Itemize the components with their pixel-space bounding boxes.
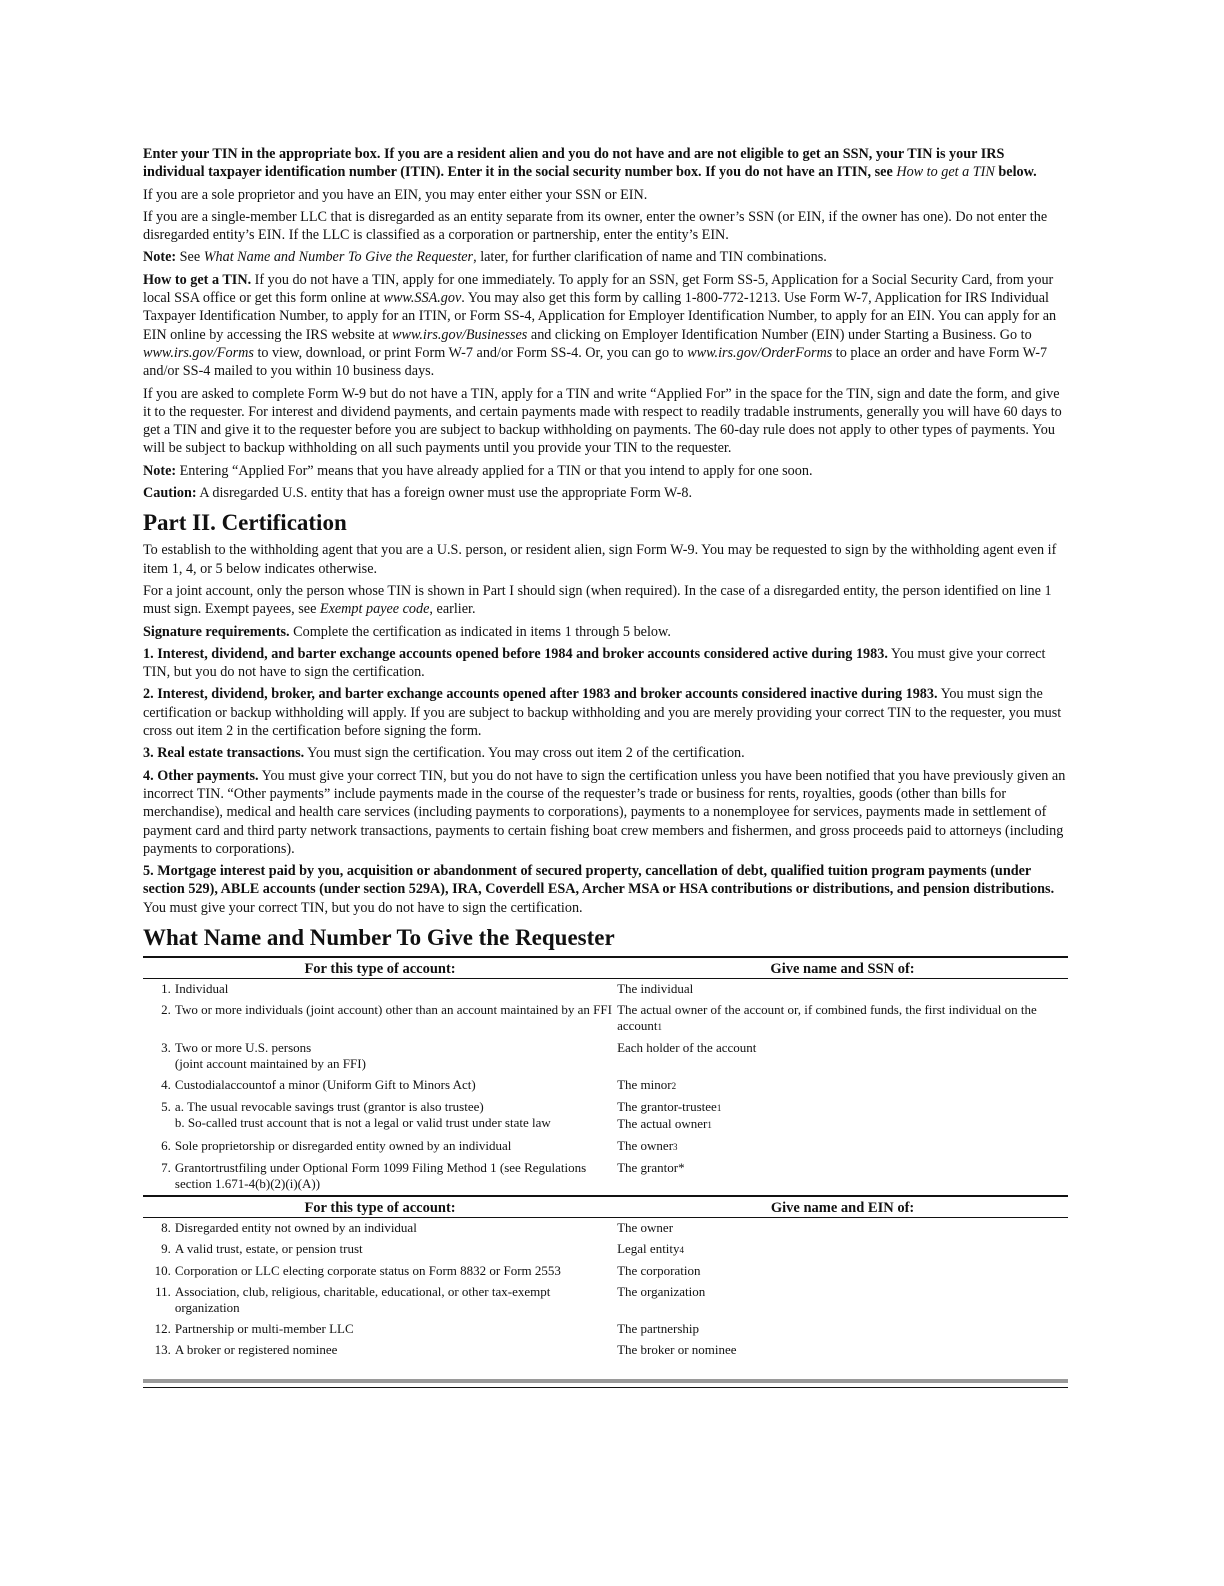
give-name-line — [617, 1138, 1068, 1155]
signature-requirements-text: Complete the certification as indicated in items 1 through 5 below. — [289, 623, 671, 640]
give-name-text-footnote: 3 — [673, 1141, 678, 1152]
caution — [143, 484, 1068, 502]
ein-table-row — [143, 1340, 1068, 1361]
give-name — [617, 1000, 1068, 1038]
note-1 — [143, 248, 1068, 266]
give-name-text: The owner — [617, 1219, 674, 1235]
row-number: 7. — [161, 1159, 171, 1175]
how-to-get-tin — [143, 271, 1068, 381]
row-number: 9. — [161, 1240, 171, 1256]
give-name-text: The grantor* — [617, 1159, 685, 1175]
cert-item-4-text: You must give your correct TIN, but you do not have to sign the certification unless you have been notified that you have previously given an incorrect TIN. “Other payments” include payments made in the course of the requester’s trade or business for rents, royalties, goods (other than bills for merchandise), medical and health care services (including payments to corporations), payments to a nonemployee for services, payments made in settlement of payment card and third party network transactions, payments to certain fishing boat crew members and fishermen, and gross proceeds paid to attorneys (including payments to corporations). — [143, 767, 1066, 857]
account-type-text: A valid trust, estate, or pension trust — [174, 1240, 363, 1256]
document-page — [143, 145, 1068, 1388]
account-type-text: Disregarded entity not owned by an individual — [174, 1219, 417, 1235]
ssa-gov-link[interactable]: www.SSA.gov — [383, 290, 462, 307]
note-1-pre: See — [176, 249, 204, 266]
give-name-text: The owner — [617, 1137, 674, 1153]
signature-requirements — [143, 623, 1068, 641]
row-number: 1. — [161, 980, 171, 996]
cert-item-3-text: You must sign the certification. You may cross out item 2 of the certification. — [304, 745, 745, 762]
llc-text: If you are a single-member LLC that is disregarded as an entity separate from its owner, enter the owner’s SSN (or EIN, if the owner has one). Do not enter the disregarded entity’s EIN. If the LLC is classified as a corporation or partnership, enter the entity’s EIN. — [143, 208, 1048, 244]
account-type-text: Sole proprietorship or disregarded entity owned by an individual — [174, 1137, 512, 1153]
ein-rows — [143, 1217, 1068, 1361]
give-name-text: The broker or nominee — [617, 1341, 737, 1357]
cert-item-5-label: 5. Mortgage interest paid by you, acquisition or abandonment of secured property, cancellation of debt, qualified tuition program payments (under section 529), ABLE accounts (under section 529A), IRA, Coverdell ESA, Archer MSA or HSA contributions or distributions, and pension distributions. — [143, 863, 1055, 898]
account-type-text: a. The usual revocable savings trust (grantor is also trustee) — [174, 1098, 484, 1114]
ssn-rows — [143, 978, 1068, 1196]
give-name — [617, 1136, 1068, 1158]
sole-proprietor-text: If you are a sole proprietor and you have an EIN, you may enter either your SSN or EIN. — [143, 186, 648, 203]
account-type-text: Association, club, religious, charitable, educational, or other tax-exempt organization — [174, 1283, 551, 1315]
give-name — [617, 1319, 1068, 1340]
ssn-table-row — [143, 1097, 1068, 1136]
account-type — [175, 1217, 617, 1239]
give-name-line — [617, 1160, 1068, 1176]
account-type — [175, 978, 617, 1000]
note-1-label: Note: — [143, 249, 177, 266]
give-name — [617, 1340, 1068, 1361]
ein-col-give-header: Give name and EIN of: — [617, 1196, 1068, 1218]
caution-text: A disregarded U.S. entity that has a foreign owner must use the appropriate Form W-8. — [196, 485, 693, 502]
ssn-table-row — [143, 1075, 1068, 1097]
give-name-line — [617, 1220, 1068, 1236]
give-name-text: Legal entity — [617, 1240, 680, 1256]
give-name-text-footnote: 4 — [679, 1244, 685, 1255]
requester-heading: What Name and Number To Give the Requester — [143, 924, 615, 950]
ein-table-row — [143, 1319, 1068, 1340]
account-type-text: Individual — [174, 980, 229, 996]
signature-requirements-label: Signature requirements. — [143, 623, 290, 640]
ssn-table-row — [143, 1136, 1068, 1158]
cert-item-1 — [143, 645, 1068, 682]
give-name-text-line2-footnote: 1 — [707, 1119, 712, 1130]
row-number: 8. — [161, 1219, 171, 1235]
ein-header-row — [143, 1196, 1068, 1218]
give-name-text: The partnership — [617, 1320, 700, 1336]
give-name-text: The individual — [617, 980, 694, 996]
account-type-text: Custodialaccountof a minor (Uniform Gift to Minors Act) — [174, 1076, 476, 1092]
note-2 — [143, 462, 1068, 480]
account-type — [175, 1038, 617, 1075]
part2-heading: Part II. Certification — [143, 510, 347, 536]
account-type — [175, 1319, 617, 1340]
note-1-ref: What Name and Number To Give the Requester — [203, 249, 474, 266]
part2-p2-pre: For a joint account, only the person whose TIN is shown in Part I should sign (when required). In the case of a disregarded entity, the person identified on line 1 must sign. Exempt payees, see — [143, 582, 1052, 618]
irs-businesses-link[interactable]: www.irs.gov/Businesses — [392, 326, 528, 343]
row-number: 11. — [155, 1283, 171, 1299]
cert-item-3-label: 3. Real estate transactions. — [143, 745, 305, 762]
ein-table-row — [143, 1239, 1068, 1261]
how-text-4: to view, download, or print Form W-7 and/or Form SS-4. Or, you can go to — [253, 344, 688, 361]
row-number: 5. — [161, 1098, 171, 1114]
give-name-line — [617, 1321, 1068, 1337]
how-text-3: and clicking on Employer Identification Number (EIN) under Starting a Business. Go to — [527, 326, 1032, 343]
note-2-text: Entering “Applied For” means that you have already applied for a TIN or that you intend to apply for one soon. — [176, 462, 813, 479]
give-name-line — [617, 1241, 1068, 1258]
account-type — [175, 1282, 617, 1319]
cert-item-4-label: 4. Other payments. — [143, 767, 259, 784]
give-name-text: Each holder of the account — [617, 1039, 757, 1055]
ssn-table-row — [143, 1000, 1068, 1038]
row-number: 12. — [154, 1320, 171, 1336]
end-rule-black — [143, 1387, 1068, 1389]
how-to-get-tin-ref: How to get a TIN — [896, 164, 995, 181]
how-text-1: If you do not have a TIN, apply for one immediately. To apply for an SSN, get Form SS-5, Application for a Social Security Card, from your local SSA office or get this form online at — [143, 271, 1054, 307]
how-text-5: to place an order and have Form W-7 and/or SS-4 mailed to you within 10 business days. — [143, 344, 1048, 380]
ein-table-row — [143, 1282, 1068, 1319]
account-type — [175, 1097, 617, 1136]
account-type — [175, 1000, 617, 1038]
account-type-text: Two or more individuals (joint account) other than an account maintained by an FFI — [174, 1001, 612, 1017]
ssn-col-account-header: For this type of account: — [143, 957, 617, 979]
give-name-text: The grantor-trustee — [617, 1098, 717, 1114]
note-1-post: , later, for further clarification of name and TIN combinations. — [473, 249, 827, 266]
cert-item-5 — [143, 862, 1068, 917]
give-name — [617, 1075, 1068, 1097]
part2-p2 — [143, 582, 1068, 619]
account-type-text: Two or more U.S. persons — [174, 1039, 312, 1055]
give-name-text: The corporation — [617, 1262, 701, 1278]
give-name-text: The organization — [617, 1283, 706, 1299]
account-type-text: Corporation or LLC electing corporate status on Form 8832 or Form 2553 — [174, 1262, 561, 1278]
give-name-line2 — [617, 1116, 1068, 1133]
row-number: 2. — [161, 1001, 171, 1017]
how-text-2: . You may also get this form by calling 1-800-772-1213. Use Form W-7, Application for IRS Individual Taxpayer Identification Number, to apply for an ITIN, or Form SS-4, Application for Employer Identification Number, to apply for an EIN. You can apply for an EIN online by accessing the IRS website at — [143, 290, 1057, 343]
cert-item-2-text: You must sign the certification or backup withholding will apply. If you are subject to backup withholding and you are merely providing your correct TIN to the requester, you must cross out item 2 in the certification before signing the form. — [143, 686, 1062, 740]
account-type-text-line2: (joint account maintained by an FFI) — [174, 1055, 366, 1071]
row-number: 4. — [161, 1076, 171, 1092]
give-name — [617, 1261, 1068, 1282]
ein-table-row — [143, 1261, 1068, 1282]
requester-table — [143, 956, 1068, 1361]
account-type — [175, 1158, 617, 1196]
give-name — [617, 1217, 1068, 1239]
cert-item-2 — [143, 685, 1068, 740]
account-type — [175, 1136, 617, 1158]
give-name-line — [617, 1099, 1068, 1116]
give-name-text: The minor — [617, 1076, 672, 1092]
row-number: 13. — [154, 1341, 171, 1357]
account-type-text: A broker or registered nominee — [174, 1341, 338, 1357]
exempt-payee-ref: Exempt payee code — [319, 601, 430, 618]
account-type-text: Grantortrustfiling under Optional Form 1099 Filing Method 1 (see Regulations section 1.671-4(b)(2)(i)(A)) — [174, 1159, 587, 1191]
give-name — [617, 1282, 1068, 1319]
how-to-get-tin-label: How to get a TIN. — [143, 271, 252, 288]
give-name-line — [617, 1002, 1068, 1035]
account-type — [175, 1075, 617, 1097]
give-name-line — [617, 1077, 1068, 1094]
cert-item-1-label: 1. Interest, dividend, and barter exchange accounts opened before 1984 and broker accounts considered active during 1983. — [143, 645, 888, 662]
account-type — [175, 1261, 617, 1282]
give-name — [617, 1038, 1068, 1075]
give-name — [617, 1097, 1068, 1136]
cert-item-2-label: 2. Interest, dividend, broker, and barter exchange accounts opened after 1983 and broker accounts considered inactive during 1983. — [143, 686, 938, 703]
ssn-table-row — [143, 978, 1068, 1000]
give-name-line — [617, 1040, 1068, 1056]
cert-item-1-text: You must give your correct TIN, but you do not have to sign the certification. — [143, 645, 1046, 681]
account-type-text-line2: b. So-called trust account that is not a legal or valid trust under state law — [174, 1114, 551, 1130]
give-name — [617, 1158, 1068, 1196]
applied-for-text: If you are asked to complete Form W-9 but do not have a TIN, apply for a TIN and write “Applied For” in the space for the TIN, sign and date the form, and give it to the requester. For interest and dividend payments, and certain payments made with respect to readily tradable instruments, generally you will have 60 days to get a TIN and give it to the requester before you are subject to backup withholding on payments. The 60-day rule does not apply to other types of payments. You will be subject to backup withholding on all such payments until you provide your TIN to the requester. — [143, 385, 1062, 457]
part2-p2-post: , earlier. — [429, 601, 476, 618]
row-number: 6. — [161, 1137, 171, 1153]
account-type — [175, 1340, 617, 1361]
row-number: 3. — [161, 1039, 171, 1055]
ein-table-row — [143, 1217, 1068, 1239]
irs-orderforms-link[interactable]: www.irs.gov/OrderForms — [687, 344, 833, 361]
caution-label: Caution: — [143, 485, 197, 502]
give-name-line — [617, 1263, 1068, 1279]
give-name — [617, 978, 1068, 1000]
give-name-line — [617, 981, 1068, 997]
account-type — [175, 1239, 617, 1261]
give-name-text-footnote: 1 — [716, 1102, 722, 1113]
note-2-label: Note: — [143, 462, 177, 479]
ssn-col-give-header: Give name and SSN of: — [617, 957, 1068, 979]
tin-intro — [143, 145, 1068, 182]
ein-col-account-header: For this type of account: — [143, 1196, 617, 1218]
cert-item-4 — [143, 767, 1068, 858]
account-type-text: Partnership or multi-member LLC — [174, 1320, 354, 1336]
give-name-text-footnote: 2 — [671, 1080, 677, 1091]
row-number: 10. — [154, 1262, 171, 1278]
cert-item-3 — [143, 744, 1068, 762]
give-name-text-footnote: 1 — [657, 1021, 662, 1032]
cert-item-5-text: You must give your correct TIN, but you do not have to sign the certification. — [143, 899, 583, 916]
give-name — [617, 1239, 1068, 1261]
ssn-table-row — [143, 1038, 1068, 1075]
give-name-line — [617, 1284, 1068, 1300]
irs-forms-link[interactable]: www.irs.gov/Forms — [143, 344, 254, 361]
tin-intro-below: below. — [994, 164, 1037, 181]
ssn-header-row — [143, 957, 1068, 979]
give-name-line — [617, 1342, 1068, 1358]
give-name-text-line2: The actual owner — [617, 1115, 708, 1131]
ssn-table-row — [143, 1158, 1068, 1196]
part2-p1: To establish to the withholding agent that you are a U.S. person, or resident alien, sign Form W-9. You may be requested to sign by the withholding agent even if item 1, 4, or 5 below indicates otherwise. — [143, 542, 1057, 577]
tin-intro-bold: Enter your TIN in the appropriate box. If you are a resident alien and you do not have and are not eligible to get an SSN, your TIN is your IRS individual taxpayer identification number (ITIN). Enter it in the social security number box. If you do not have an ITIN, see — [143, 146, 1005, 181]
end-rule-gray — [143, 1379, 1068, 1383]
give-name-text: The actual owner of the account or, if combined funds, the first individual on the account — [617, 1001, 1037, 1033]
